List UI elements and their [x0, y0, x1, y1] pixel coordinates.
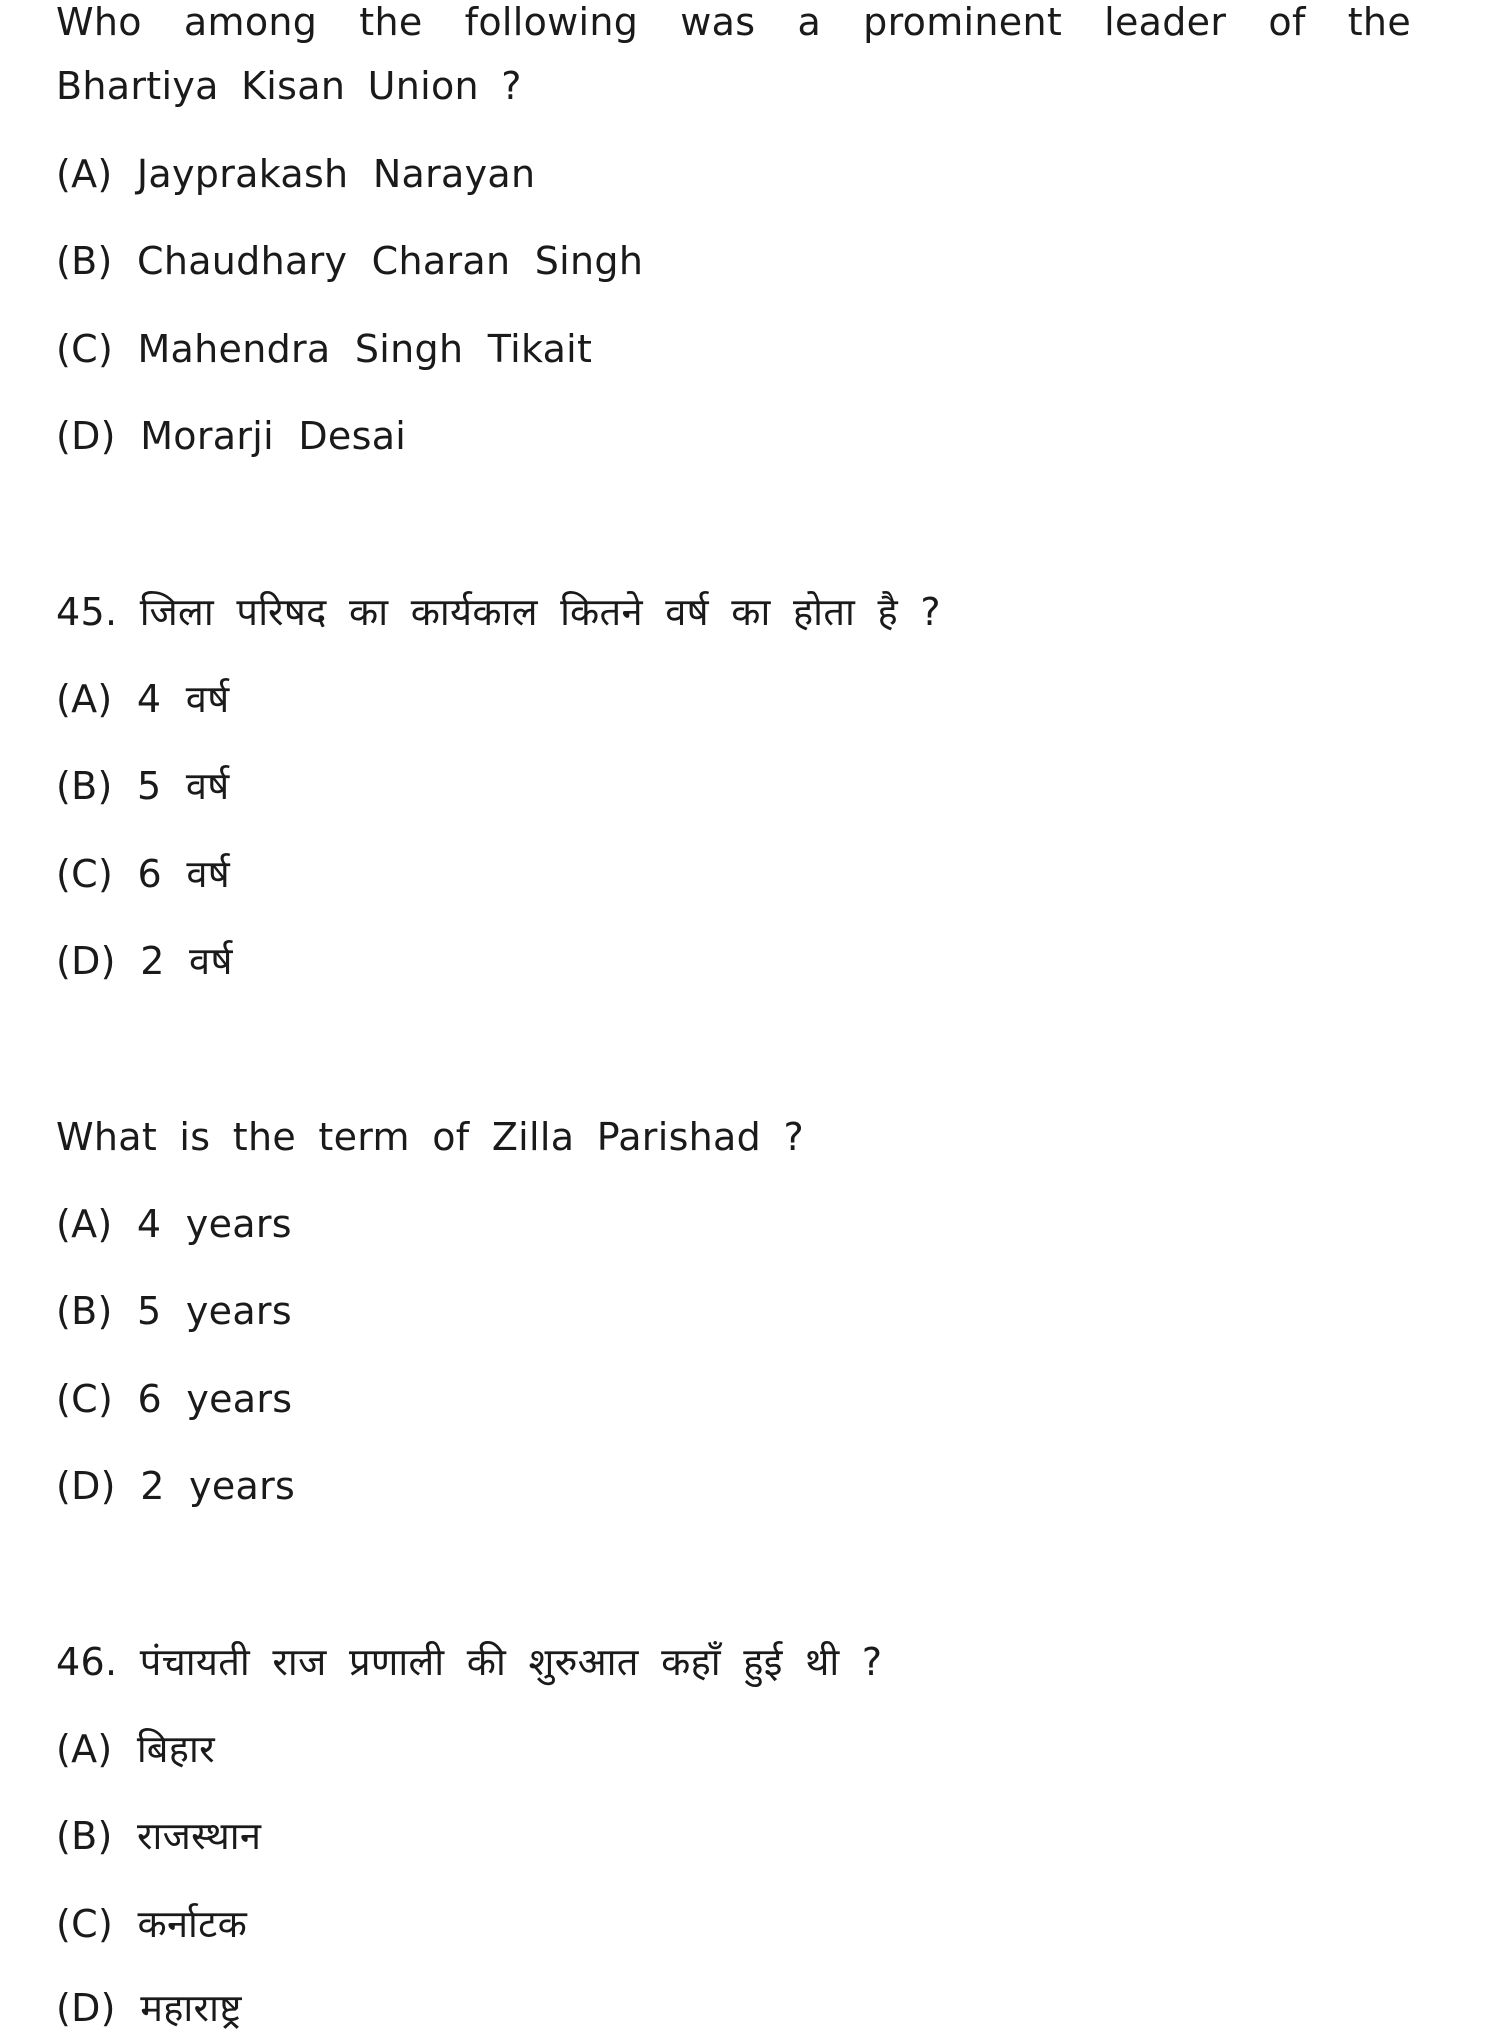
q45-hi-option-b: (B) 5 वर्ष: [56, 764, 230, 808]
question-44-english: Who among the following was a prominent leader of the Bhartiya Kisan Union ?: [56, 0, 1411, 108]
q45-en-option-c: (C) 6 years: [56, 1377, 293, 1421]
question-45-english: What is the term of Zilla Parishad ?: [56, 1115, 804, 1159]
q44-option-b: (B) Chaudhary Charan Singh: [56, 239, 644, 283]
q44-option-a: (A) Jayprakash Narayan: [56, 152, 536, 196]
question-46-hindi: 46. पंचायती राज प्रणाली की शुरुआत कहाँ हुई थी ?: [56, 1640, 883, 1684]
q45-hi-option-d: (D) 2 वर्ष: [56, 939, 233, 983]
q45-hi-option-c: (C) 6 वर्ष: [56, 852, 231, 896]
q46-option-b: (B) राजस्थान: [56, 1814, 262, 1858]
q45-en-option-b: (B) 5 years: [56, 1289, 292, 1333]
q45-hi-option-a: (A) 4 वर्ष: [56, 677, 230, 721]
q45-en-option-d: (D) 2 years: [56, 1464, 296, 1508]
q46-option-c: (C) कर्नाटक: [56, 1902, 248, 1946]
q46-option-d: (D) महाराष्ट्र: [56, 1986, 242, 2030]
q44-option-c: (C) Mahendra Singh Tikait: [56, 327, 593, 371]
question-45-hindi: 45. जिला परिषद का कार्यकाल कितने वर्ष का होता है ?: [56, 590, 941, 634]
q45-en-option-a: (A) 4 years: [56, 1202, 292, 1246]
q44-option-d: (D) Morarji Desai: [56, 414, 407, 458]
q46-option-a: (A) बिहार: [56, 1727, 215, 1771]
